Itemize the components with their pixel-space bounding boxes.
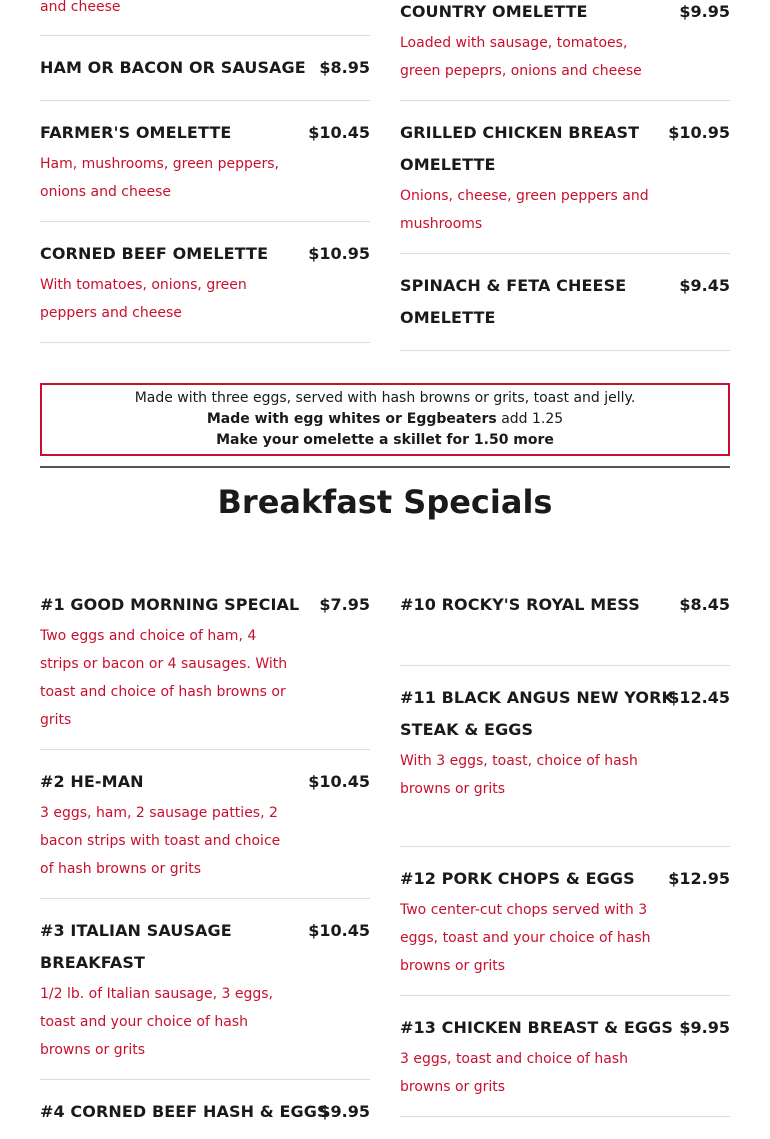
menu-item-grilled-chicken-omelette — [400, 117, 730, 247]
item-description: mushrooms — [400, 216, 483, 232]
item-description: Two eggs and choice of ham, 4 — [40, 628, 257, 644]
note-line: Made with three eggs, served with hash browns or grits, toast and jelly. — [134, 390, 636, 406]
item-description: Ham, mushrooms, green peppers, — [40, 156, 280, 172]
section-divider — [40, 466, 730, 468]
item-description-tail: and cheese — [40, 0, 121, 15]
divider — [400, 100, 730, 101]
divider — [400, 350, 730, 351]
menu-item-farmers-omelette — [40, 117, 370, 212]
item-name: STEAK & EGGS — [400, 720, 534, 739]
item-name: GRILLED CHICKEN BREAST — [400, 123, 640, 142]
item-price: $10.45 — [308, 921, 370, 940]
divider — [40, 35, 370, 36]
item-description: green pepeprs, onions and cheese — [400, 63, 642, 79]
item-description: browns or grits — [400, 1079, 506, 1095]
item-description: browns or grits — [400, 781, 506, 797]
menu-item-special-11 — [400, 682, 730, 812]
item-description: bacon strips with toast and choice — [40, 833, 281, 849]
item-name: CORNED BEEF OMELETTE — [40, 244, 269, 263]
item-price: $10.95 — [308, 244, 370, 263]
note-line: Make your omelette a skillet for 1.50 more — [216, 432, 554, 448]
item-price: $12.95 — [668, 869, 730, 888]
item-description: grits — [40, 712, 72, 728]
item-name: FARMER'S OMELETTE — [40, 123, 232, 142]
item-price: $12.45 — [668, 688, 730, 707]
item-description: With 3 eggs, toast, choice of hash — [400, 753, 638, 769]
item-name: #4 CORNED BEEF HASH & EGGS — [40, 1102, 329, 1121]
item-description: Loaded with sausage, tomatoes, — [400, 35, 628, 51]
note-text: add 1.25 — [496, 411, 564, 427]
item-description: onions and cheese — [40, 184, 172, 200]
divider — [40, 898, 370, 899]
divider — [40, 342, 370, 343]
divider — [400, 846, 730, 847]
item-name: HAM OR BACON OR SAUSAGE — [40, 58, 306, 77]
item-description: toast and your choice of hash — [40, 1014, 248, 1030]
divider — [40, 100, 370, 101]
item-description: strips or bacon or 4 sausages. With — [40, 656, 288, 672]
item-price: $8.95 — [319, 58, 370, 77]
item-name: #1 GOOD MORNING SPECIAL — [40, 595, 300, 614]
divider — [400, 995, 730, 996]
item-description: browns or grits — [40, 1042, 146, 1058]
item-price: $9.45 — [679, 276, 730, 295]
item-name: #10 ROCKY'S ROYAL MESS — [400, 595, 640, 614]
item-price: $10.45 — [308, 123, 370, 142]
item-name: #13 CHICKEN BREAST & EGGS — [400, 1018, 673, 1037]
item-description: eggs, toast and your choice of hash — [400, 930, 651, 946]
item-description: browns or grits — [400, 958, 506, 974]
menu-item-spinach-feta-omelette — [400, 270, 730, 340]
note-bold-text: Made with egg whites or Eggbeaters — [206, 411, 497, 427]
item-description: 3 eggs, ham, 2 sausage patties, 2 — [40, 805, 278, 821]
item-name: OMELETTE — [400, 155, 496, 174]
item-name: #12 PORK CHOPS & EGGS — [400, 869, 635, 888]
item-description: toast and choice of hash browns or — [40, 684, 286, 700]
item-name: #3 ITALIAN SAUSAGE — [40, 921, 232, 940]
item-price: $8.45 — [679, 595, 730, 614]
item-description: of hash browns or grits — [40, 861, 202, 877]
item-description: peppers and cheese — [40, 305, 182, 321]
item-description: With tomatoes, onions, green — [40, 277, 247, 293]
menu-item-special-10 — [400, 589, 730, 629]
divider — [400, 665, 730, 666]
item-name: BREAKFAST — [40, 953, 146, 972]
item-description: Two center-cut chops served with 3 — [400, 902, 648, 918]
item-description: 1/2 lb. of Italian sausage, 3 eggs, — [40, 986, 273, 1002]
divider — [400, 253, 730, 254]
item-price: $9.95 — [679, 2, 730, 21]
menu-item-special-1 — [40, 589, 370, 739]
menu-item-special-2 — [40, 766, 370, 886]
item-description: 3 eggs, toast and choice of hash — [400, 1051, 628, 1067]
divider — [40, 749, 370, 750]
item-description: Onions, cheese, green peppers and — [400, 188, 649, 204]
item-price: $7.95 — [319, 595, 370, 614]
section-title: Breakfast Specials — [217, 483, 553, 521]
item-name: #11 BLACK ANGUS NEW YORK — [400, 688, 674, 707]
item-price: $10.95 — [668, 123, 730, 142]
note-line — [42, 409, 728, 430]
menu-item-country-omelette — [400, 0, 730, 91]
item-name: OMELETTE — [400, 308, 496, 327]
item-name: SPINACH & FETA CHEESE — [400, 276, 627, 295]
item-price: $9.95 — [679, 1018, 730, 1037]
item-name: COUNTRY OMELETTE — [400, 2, 588, 21]
menu-item-special-12 — [400, 863, 730, 983]
menu-item-special-3 — [40, 915, 370, 1065]
divider — [40, 221, 370, 222]
divider — [40, 1079, 370, 1080]
menu-item-corned-beef-omelette — [40, 238, 370, 333]
item-price: $9.95 — [319, 1102, 370, 1121]
item-price: $10.45 — [308, 772, 370, 791]
divider — [400, 1116, 730, 1117]
menu-item-ham-bacon-sausage — [40, 52, 370, 92]
omelette-note-box — [40, 383, 730, 456]
menu-item-special-13 — [400, 1012, 730, 1107]
menu-item-special-4 — [40, 1096, 370, 1136]
item-name: #2 HE-MAN — [40, 772, 144, 791]
